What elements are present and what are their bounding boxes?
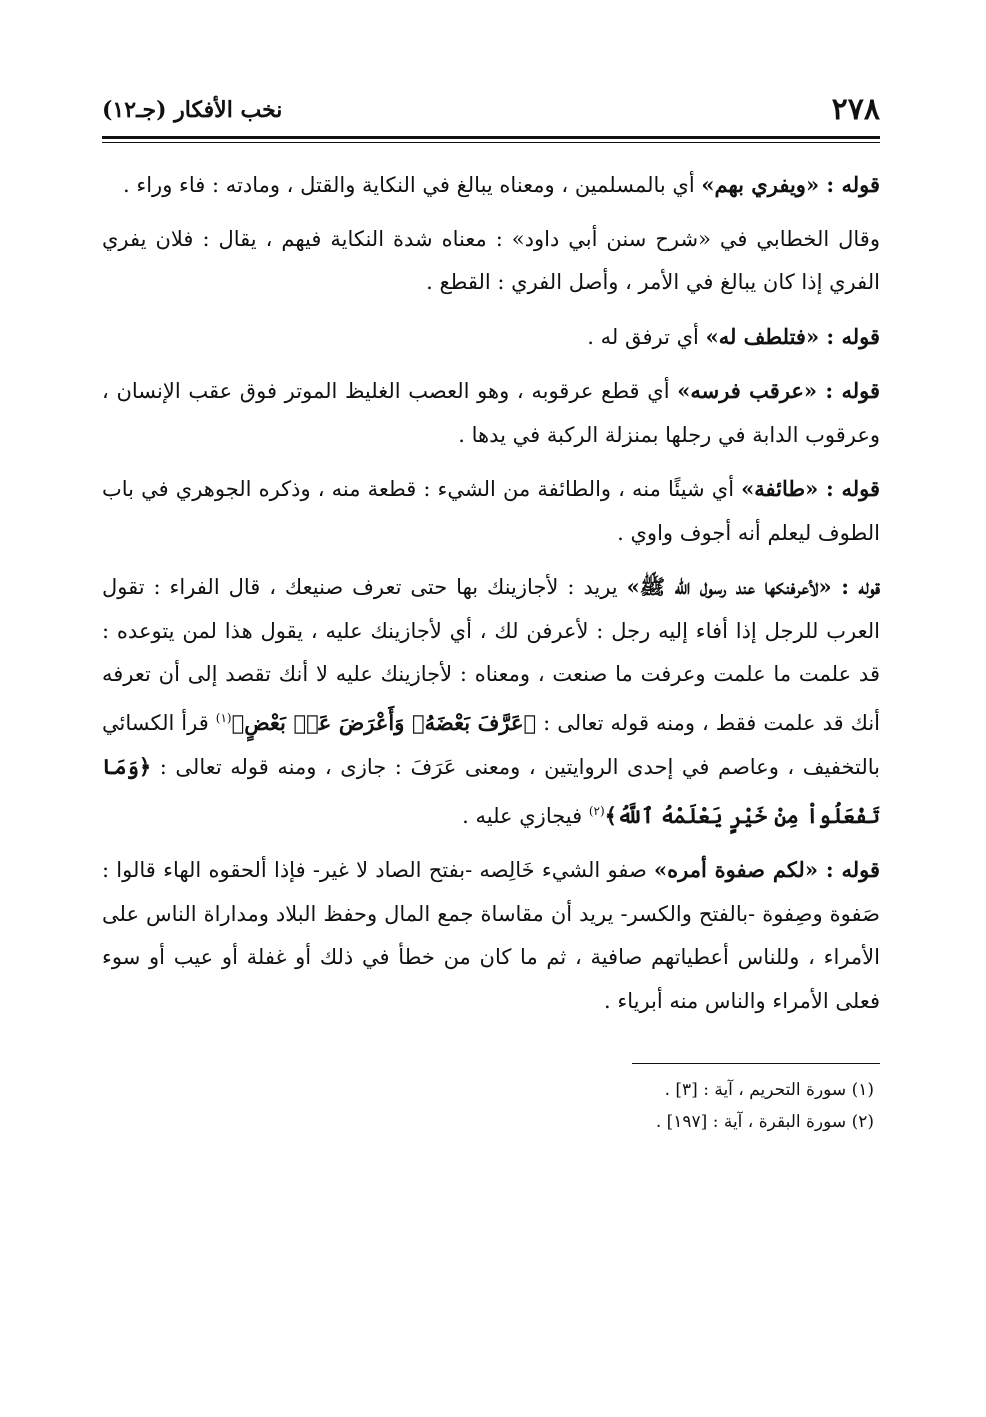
paragraph (102, 848, 880, 1023)
book-title: نخب الأفكار (جـ١٢) (102, 97, 283, 123)
paragraph-text: أي بالمسلمين ، ومعناه يبالغ في النكاية والقتل ، ومادته : فاء وراء . (123, 173, 702, 197)
paragraph-text: فيجازي عليه . (462, 803, 589, 828)
quran-verse: ﴿عَرَّفَ بَعْضَهُۥ وَأَعْرَضَ عَنۢ بَعْضٍ﴾ (231, 709, 537, 735)
header-rule-thick (102, 136, 880, 139)
header-rule-thin (102, 142, 880, 143)
paragraph (102, 467, 880, 555)
paragraph-text: صفو الشيء خَالِصه -بفتح الصاد لا غير- فإذا ألحقوه الهاء قالوا : صَفوة وصِفوة -بالفتح والكسر- يريد أن مقاساة جمع المال وحفظ البلاد ومداراة الناس على الأمراء ، وللناس أعطياتهم صافية ، ثم ما كان من خطأ في ذلك أو غفلة أو عيب أو سوء فعلى الأمراء والناس منه أبرياء . (102, 858, 880, 1013)
footnote-separator (632, 1063, 880, 1064)
paragraph-text: يريد : لأجازينك بها حتى تعرف صنيعك ، قال الفراء : تقول العرب للرجل إذا أفاء إليه رجل : لأعرفن لك ، أي لأجازينك عليه ، يقول هذا لمن يتوعده : قد علمت ما علمت وعرفت ما صنعت ، ومعناه : لأجازينك عليه لا أنك تقصد إلى أن تعرفه أنك قد علمت فقط ، ومنه قوله تعالى : (102, 575, 881, 735)
paragraph (102, 315, 880, 360)
paragraph (102, 218, 880, 305)
footnote: (١) سورة التحريم ، آية : [٣] . (664, 1080, 874, 1100)
paragraph-lead: قوله : «طائفة» (741, 476, 881, 501)
paragraph-lead: قوله : «لكم صفوة أمره» (654, 857, 880, 882)
page-number: ٢٧٨ (831, 92, 880, 127)
paragraph (102, 369, 880, 457)
paragraph (102, 163, 880, 208)
paragraph-text: وقال الخطابي في «شرح سنن أبي داود» : معناه شدة النكاية فيهم ، يقال : فلان يفري الفري إذا كان يبالغ في الأمر ، وأصل الفري : القطع . (102, 226, 880, 294)
paragraph (102, 565, 880, 838)
paragraph-lead: قوله : «ويفري بهم» (701, 172, 880, 197)
footnote: (٢) سورة البقرة ، آية : [١٩٧] . (655, 1112, 874, 1132)
paragraph-text: أي شيئًا منه ، والطائفة من الشيء : قطعة منه ، وذكره الجوهري في باب الطوف ليعلم أنه أجوف واوي . (102, 477, 880, 545)
paragraph-lead: قوله : «عرقب فرسه» (677, 378, 880, 403)
page-header (102, 88, 880, 132)
page (102, 88, 880, 1138)
paragraph-text: قرأ الكسائي بالتخفيف ، وعاصم في إحدى الروايتين ، ومعنى عَرَفَ : جازى ، ومنه قوله تعالى : (102, 710, 880, 779)
footnote-ref: (٢) (588, 803, 605, 818)
paragraph-lead: قوله : «فتلطف له» (705, 323, 880, 349)
quran-verse: ﴿وَمَا تَفْعَلُواْ مِنْ خَيْرٍ يَعْلَمْهُ ٱللَّهُ﴾ (102, 754, 880, 828)
footnote-ref: (١) (215, 710, 232, 725)
paragraph-lead: قوله : «لأعرفنكها عند رسول الله ﷺ» (626, 574, 880, 599)
paragraph-text: أي قطع عرقوبه ، وهو العصب الغليظ الموتر فوق عقب الإنسان ، وعرقوب الدابة في رجلها بمنزلة الركبة في يدها . (102, 379, 880, 447)
paragraph-text: أي ترفق له . (587, 324, 706, 349)
